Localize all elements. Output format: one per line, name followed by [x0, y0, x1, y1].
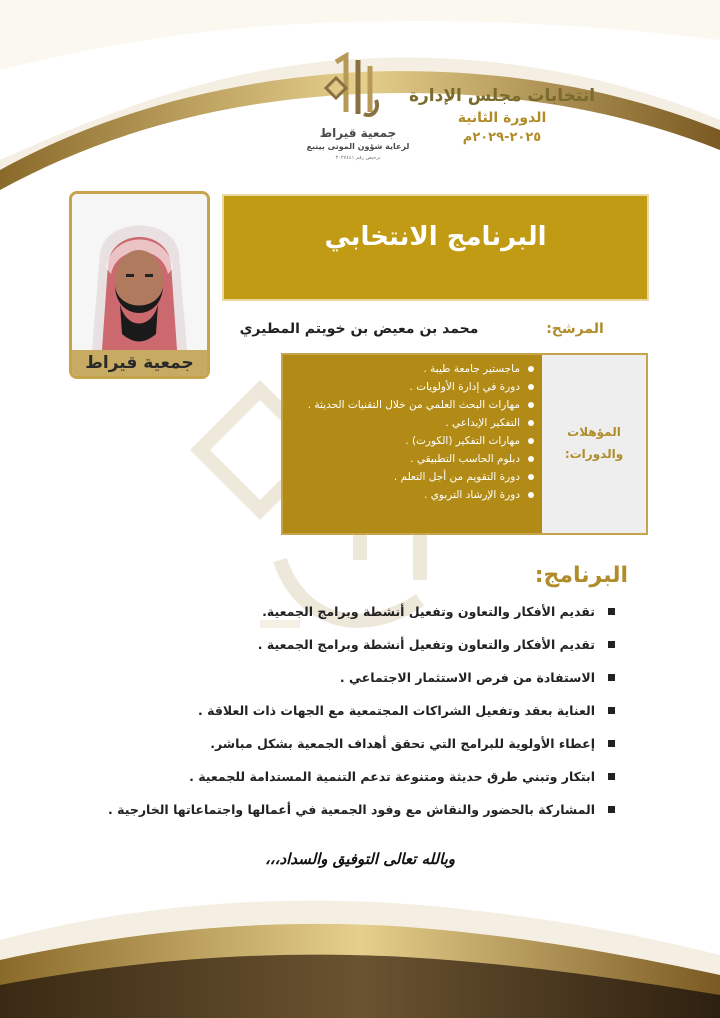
page-title: البرنامج الانتخابي: [324, 222, 547, 252]
closing-statement: وبالله تعالى التوفيق والسداد،،،: [264, 850, 456, 868]
candidate-portrait-icon: [72, 194, 207, 350]
program-item: إعطاء الأولوية للبرامج التي تحقق أهداف الجمعية بشكل مباشر.: [95, 735, 615, 768]
qualification-item: مهارات التفكير (الكورت) .: [291, 433, 534, 449]
candidate-name: محمد بن معيض بن خويتم المطيري: [239, 321, 479, 337]
photo-label: جمعية قيراط: [72, 350, 207, 376]
title-banner: [222, 194, 649, 301]
qualification-item: ماجستير جامعة طيبة .: [291, 361, 534, 377]
qualification-item: التفكير الإبداعي .: [291, 415, 534, 431]
qualifications-label-line1: المؤهلات: [567, 425, 621, 439]
header-session: الدورة الثانية: [457, 110, 547, 126]
program-heading: البرنامج:: [534, 563, 628, 588]
qualification-item: مهارات البحث العلمي من خلال التقنيات الحديثة .: [291, 397, 534, 413]
program-item: الاستفادة من فرص الاستثمار الاجتماعي .: [95, 669, 615, 702]
program-item: تقديم الأفكار والتعاون وتفعيل أنشطة وبرامج الجمعية.: [95, 603, 615, 636]
program-item: العناية بعقد وتفعيل الشراكات المجتمعية مع الجهات ذات العلاقة .: [95, 702, 615, 735]
program-item: المشاركة بالحضور والنقاش مع وفود الجمعية في أعمالها واجتماعاتها الخارجية .: [95, 801, 615, 834]
association-logo: [306, 52, 410, 172]
program-item: ابتكار وتبني طرق حديثة ومتنوعة تدعم التنمية المستدامة للجمعية .: [95, 768, 615, 801]
program-item: تقديم الأفكار والتعاون وتفعيل أنشطة وبرامج الجمعية .: [95, 636, 615, 669]
qualifications-table: [281, 353, 648, 535]
qualifications-list-cell: [283, 355, 542, 533]
logo-mark-icon: [306, 52, 410, 126]
candidate-photo: [69, 191, 210, 379]
qualifications-list: [283, 355, 542, 503]
qualification-item: دورة التقويم من أجل التعلم .: [291, 469, 534, 485]
qualifications-label-cell: [542, 355, 646, 533]
logo-registration: ترخيص رقم ٣٠٢٧٤٤١: [335, 155, 381, 161]
candidate-label: المرشح:: [546, 321, 604, 337]
header-years: ٢٠٢٥-٢٠٢٩م: [462, 130, 542, 145]
qualifications-label-line2: والدورات:: [564, 447, 624, 461]
qualification-item: دورة الإرشاد التربوي .: [291, 487, 534, 503]
logo-name: جمعية قيراط: [319, 126, 397, 140]
qualifications-label: [542, 421, 646, 465]
qualification-item: دورة في إدارة الأولويات .: [291, 379, 534, 395]
qualification-item: دبلوم الحاسب التطبيقي .: [291, 451, 534, 467]
header-title: انتخابات مجلس الإدارة: [408, 86, 596, 106]
program-list: [95, 603, 615, 834]
logo-tagline: لرعاية شؤون الموتى بينبع: [306, 142, 410, 151]
